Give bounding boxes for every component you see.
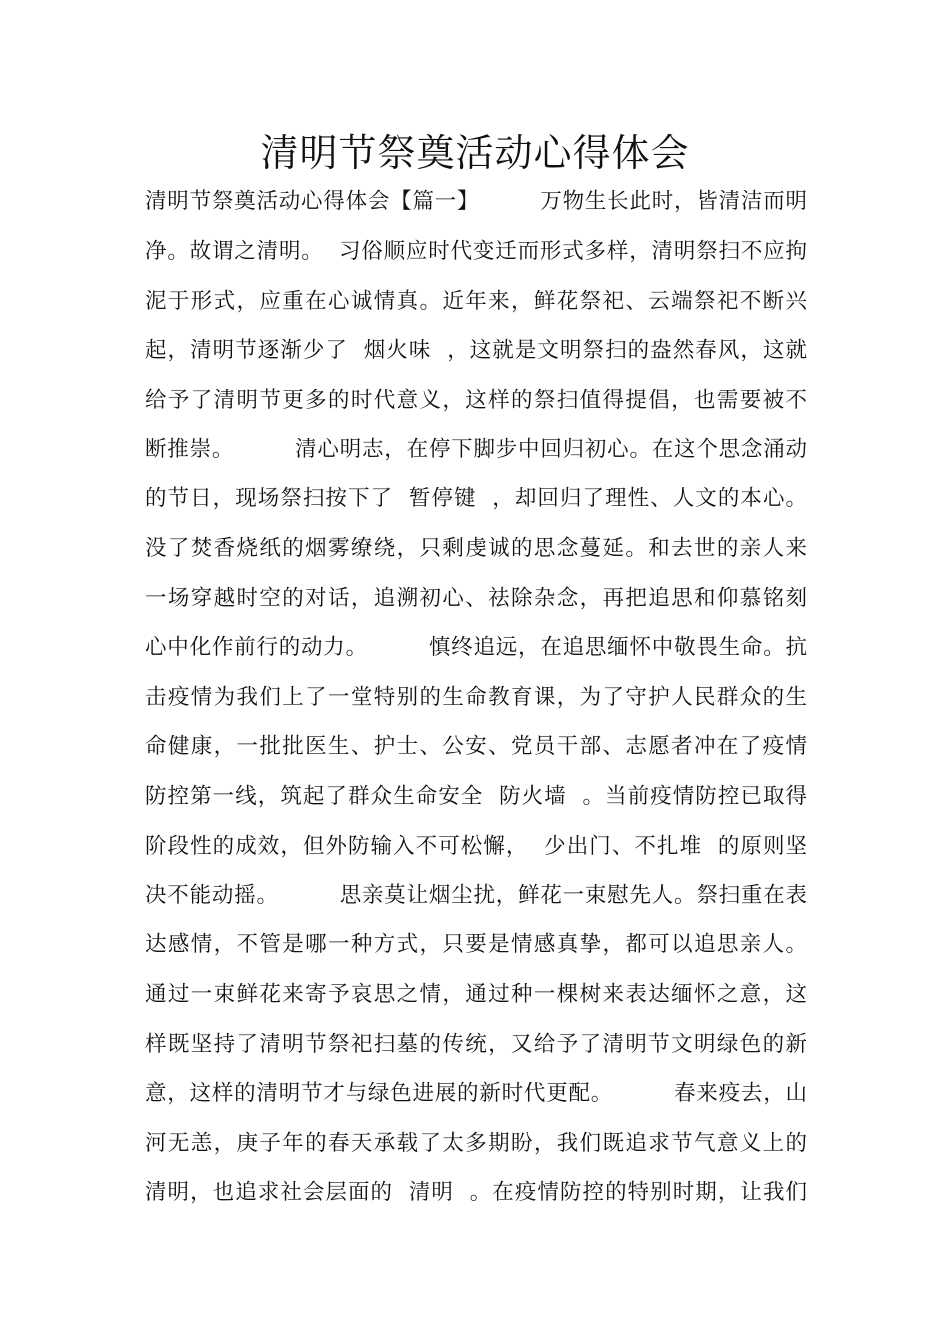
- body-line-1: 清明节祭奠活动心得体会【篇一】 万物生长此时，皆清洁而明: [145, 189, 807, 214]
- body-line-12: 命健康，一批批医生、护士、公安、党员干部、志愿者冲在了疫情: [145, 734, 807, 759]
- body-line-21: 清明，也追求社会层面的 清明 。在疫情防控的特别时期，让我们: [145, 1180, 807, 1205]
- body-line-15: 决不能动摇。 思亲莫让烟尘扰，鲜花一束慰先人。祭扫重在表: [145, 883, 807, 908]
- body-line-2: 净。故谓之清明。 习俗顺应时代变迁而形式多样，清明祭扫不应拘: [145, 239, 807, 264]
- body-line-5: 给予了清明节更多的时代意义，这样的祭扫值得提倡，也需要被不: [145, 388, 807, 413]
- body-line-18: 样既坚持了清明节祭祀扫墓的传统，又给予了清明节文明绿色的新: [145, 1032, 807, 1057]
- body-line-19: 意，这样的清明节才与绿色进展的新时代更配。 春来疫去，山: [145, 1081, 807, 1106]
- body-line-3: 泥于形式，应重在心诚情真。近年来，鲜花祭祀、云端祭祀不断兴: [145, 289, 807, 314]
- body-line-9: 一场穿越时空的对话，追溯初心、祛除杂念，再把追思和仰慕铭刻: [145, 586, 807, 611]
- body-line-11: 击疫情为我们上了一堂特别的生命教育课，为了守护人民群众的生: [145, 685, 807, 710]
- body-line-20: 河无恙，庚子年的春天承载了太多期盼，我们既追求节气意义上的: [145, 1131, 807, 1156]
- body-line-17: 通过一束鲜花来寄予哀思之情，通过种一棵树来表达缅怀之意，这: [145, 982, 807, 1007]
- body-line-8: 没了焚香烧纸的烟雾缭绕，只剩虔诚的思念蔓延。和去世的亲人来: [145, 536, 807, 561]
- body-line-16: 达感情，不管是哪一种方式，只要是情感真挚，都可以追思亲人。: [145, 932, 807, 957]
- document-title: 清明节祭奠活动心得体会: [260, 131, 690, 175]
- body-line-13: 防控第一线，筑起了群众生命安全 防火墙 。当前疫情防控已取得: [145, 784, 807, 809]
- body-line-10: 心中化作前行的动力。 慎终追远，在追思缅怀中敬畏生命。抗: [145, 635, 807, 660]
- body-line-6: 断推崇。 清心明志，在停下脚步中回归初心。在这个思念涌动: [145, 437, 807, 462]
- body-line-7: 的节日，现场祭扫按下了 暂停键 ，却回归了理性、人文的本心。: [145, 486, 807, 511]
- body-line-4: 起，清明节逐渐少了 烟火味 ，这就是文明祭扫的盎然春风，这就: [145, 338, 807, 363]
- body-line-14: 阶段性的成效，但外防输入不可松懈， 少出门、不扎堆 的原则坚: [145, 834, 807, 859]
